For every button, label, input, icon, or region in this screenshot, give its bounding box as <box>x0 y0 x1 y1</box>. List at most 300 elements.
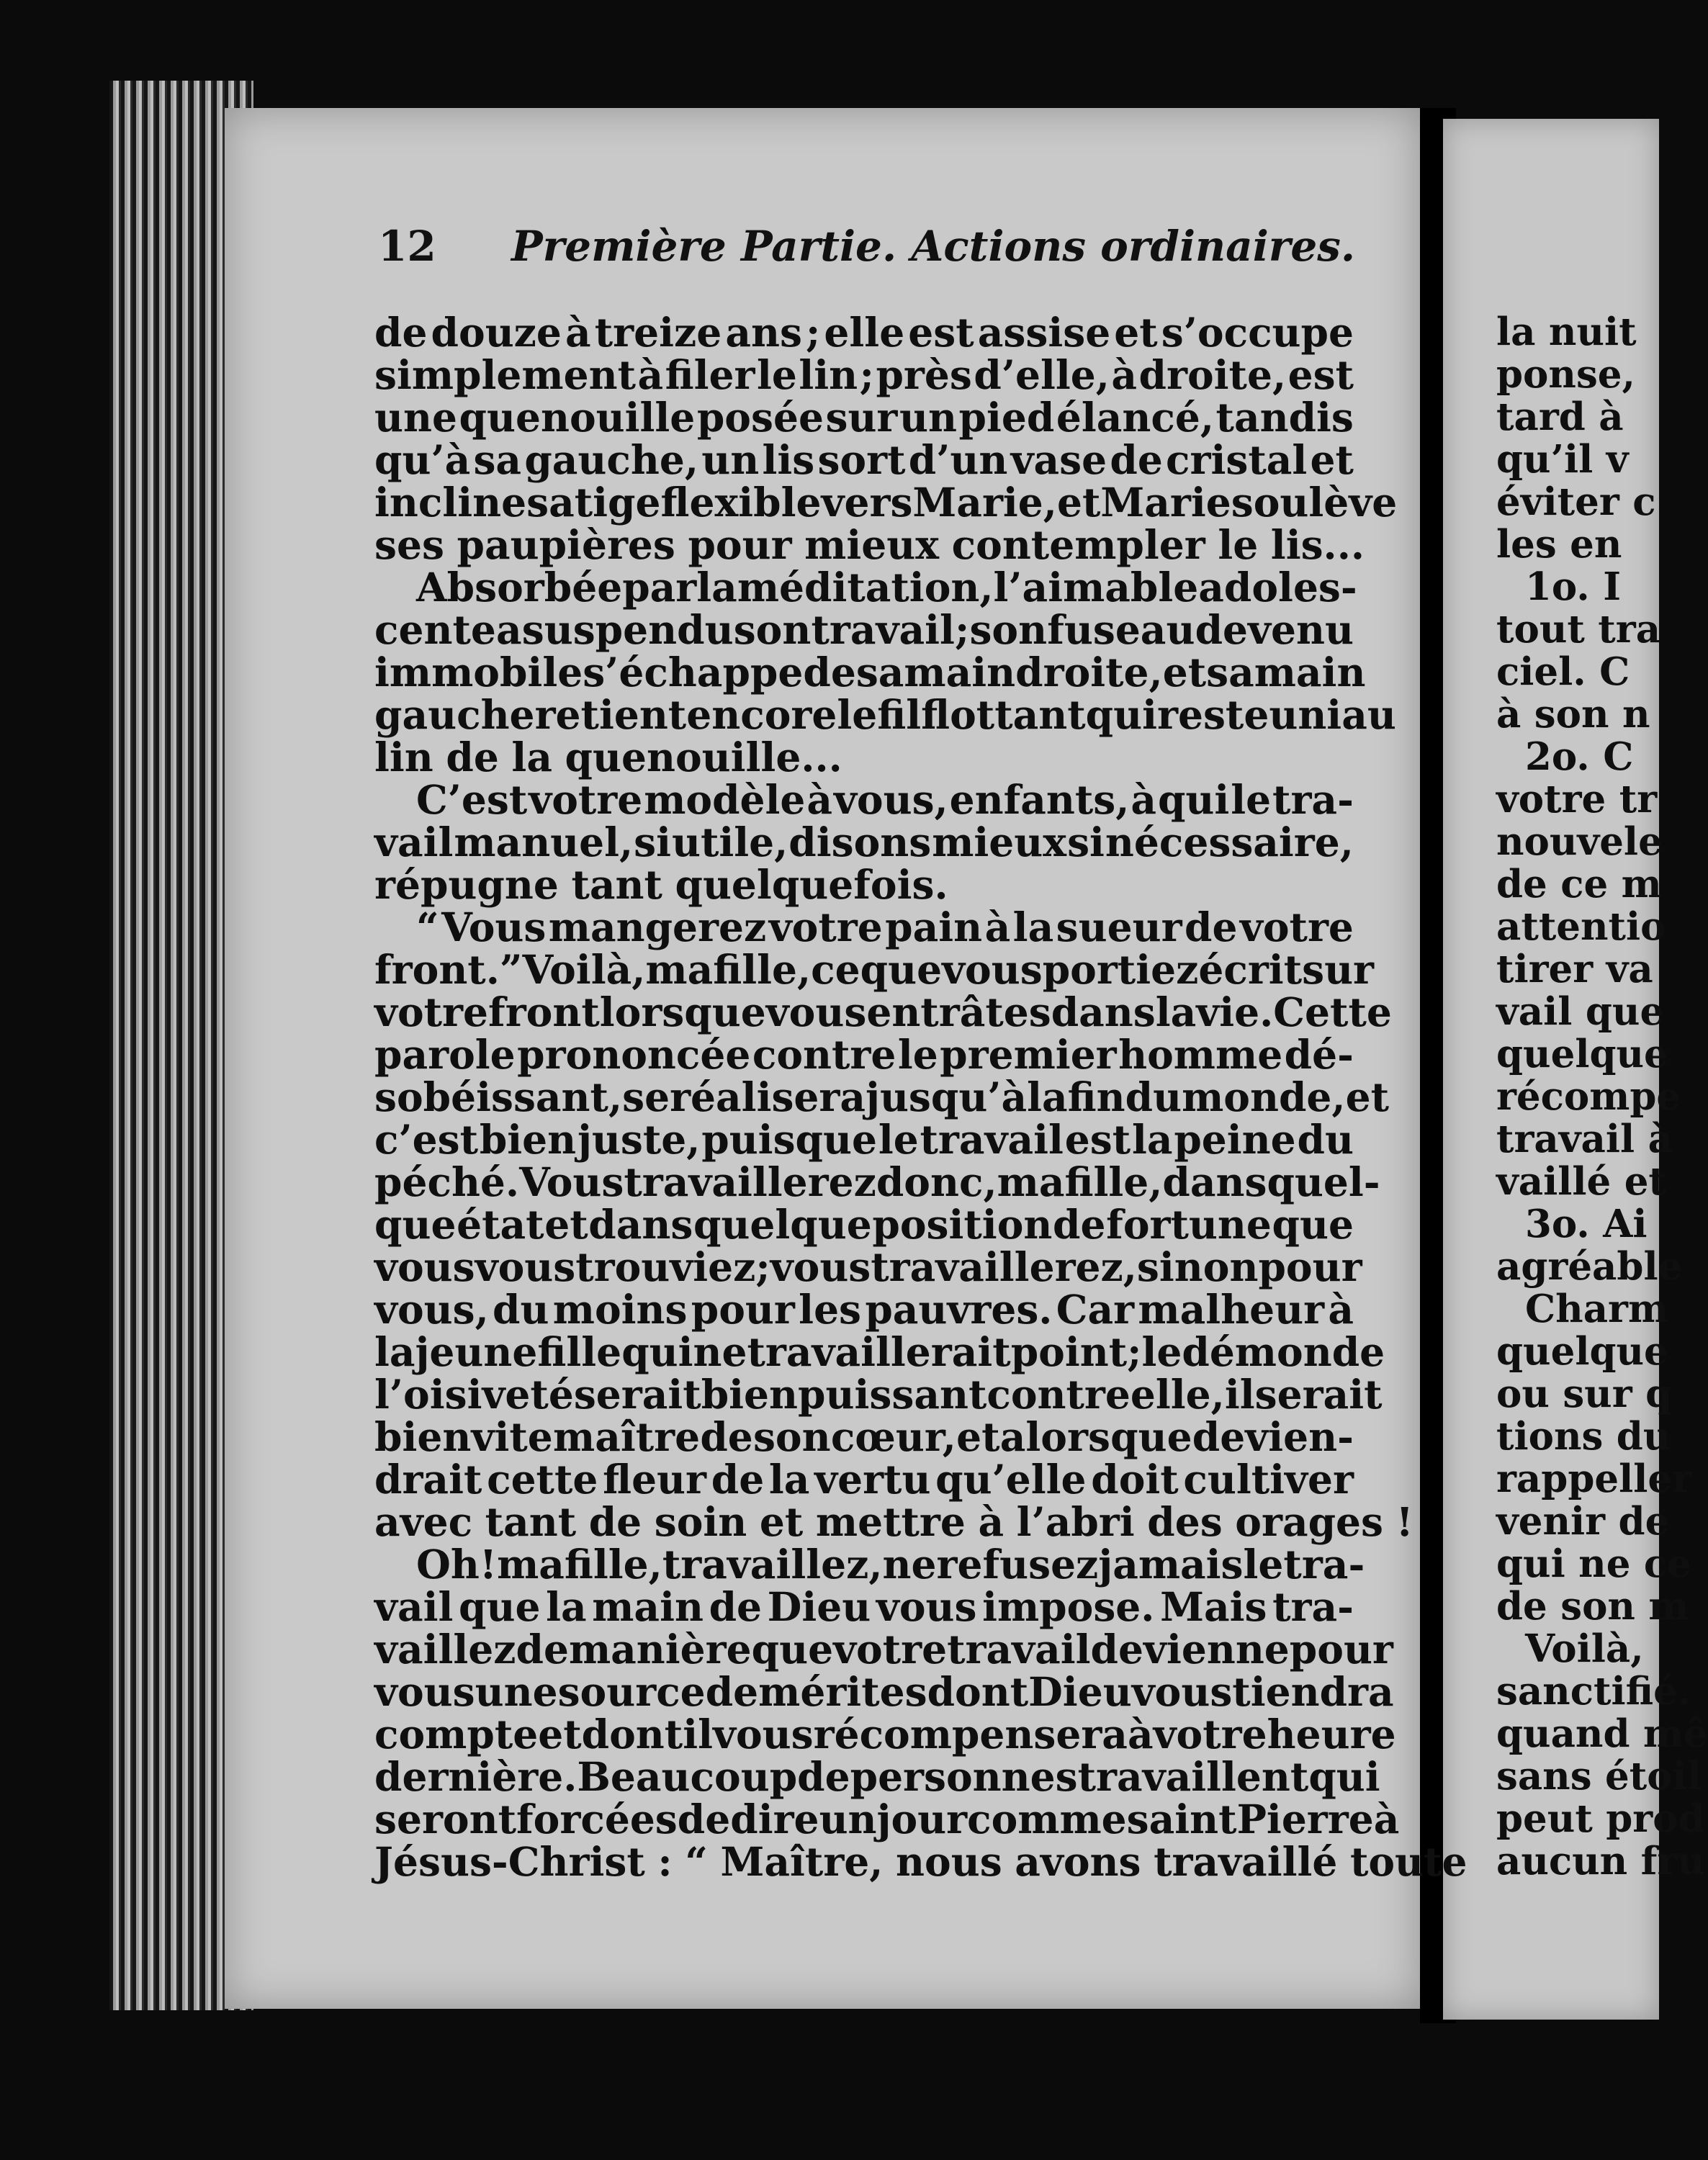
word: de <box>588 1498 642 1545</box>
word: vous <box>712 1711 814 1758</box>
word: que <box>374 1201 457 1248</box>
word: “ <box>416 904 439 950</box>
word: par <box>622 564 697 611</box>
word: ses <box>374 521 444 568</box>
word: Mais <box>1160 1583 1267 1630</box>
word: état <box>457 1201 544 1248</box>
word: vaillez <box>374 1626 516 1673</box>
text-line <box>374 821 1354 863</box>
word: de <box>1331 1328 1385 1375</box>
word: ; <box>955 606 970 653</box>
text-line <box>374 1371 1383 1418</box>
word: position <box>872 1201 1053 1248</box>
word: nécessaire, <box>1105 819 1354 865</box>
word: avons <box>1015 1838 1141 1885</box>
right-page-line: rappeller <box>1496 1457 1693 1501</box>
right-page-line: de ce m <box>1496 862 1662 906</box>
word: qu’à <box>374 436 471 483</box>
text-line <box>374 989 1392 1035</box>
word: seront <box>374 1796 517 1842</box>
word: ce <box>811 946 860 993</box>
word: cœur, <box>830 1413 956 1460</box>
word: tiendra <box>1232 1668 1394 1715</box>
word: Jésus-Christ <box>374 1838 645 1885</box>
word: utile, <box>672 819 788 865</box>
word: main <box>904 649 1016 696</box>
word: jour <box>876 1796 968 1842</box>
word: ! <box>1395 1498 1413 1545</box>
right-page-line: 1o. I <box>1525 564 1621 609</box>
word: flottant <box>921 691 1086 738</box>
text-line <box>374 521 1365 568</box>
word: péché. <box>374 1158 520 1205</box>
right-page-line: récompe <box>1496 1074 1681 1119</box>
word: jeune <box>415 1328 538 1375</box>
word: vous <box>770 1243 871 1290</box>
right-page-line: les en <box>1496 522 1622 567</box>
word: retient <box>534 691 687 738</box>
word: si <box>1067 819 1105 865</box>
word: treize <box>594 309 722 356</box>
word: la <box>1131 1116 1173 1163</box>
word: c’est <box>374 1116 478 1163</box>
word: lorsque <box>599 989 766 1035</box>
word: modèle <box>644 776 806 823</box>
word: travaillé <box>1154 1838 1338 1885</box>
word: portiez <box>1042 946 1199 993</box>
word: son <box>752 1413 831 1460</box>
word: dans <box>1162 1158 1267 1205</box>
word: fuseau <box>1047 606 1195 653</box>
word: travail <box>920 1116 1064 1163</box>
word: travail <box>811 606 955 653</box>
word: pour <box>1289 1626 1393 1673</box>
word: fortune <box>1106 1201 1272 1248</box>
running-title: Première Partie. Actions ordinaires. <box>511 222 1356 271</box>
word: le <box>837 691 878 738</box>
word: d’elle, <box>974 351 1110 398</box>
word: main <box>592 1583 704 1630</box>
word: travaillerait <box>747 1328 1011 1375</box>
word: lis <box>762 436 815 483</box>
word: du <box>1125 1074 1182 1120</box>
word: et <box>1345 1074 1389 1120</box>
word: le <box>756 351 797 398</box>
right-page-line: à son n <box>1496 692 1650 737</box>
word: orages <box>1235 1498 1384 1545</box>
word: devien- <box>1192 1413 1354 1460</box>
right-page-line: ponse, <box>1496 352 1635 397</box>
word: sa <box>526 479 575 526</box>
word: source <box>557 1668 706 1715</box>
word: monde, <box>1182 1074 1346 1120</box>
word: qui <box>1085 691 1157 738</box>
word: compte <box>374 1711 539 1758</box>
word: pour <box>688 521 792 568</box>
word: à <box>637 351 664 398</box>
word: uni <box>1269 691 1342 738</box>
word: le <box>1218 521 1259 568</box>
word: tra- <box>1272 1583 1354 1630</box>
word: bien <box>479 1116 577 1163</box>
word: et <box>538 1711 582 1758</box>
word: refusez <box>936 1541 1099 1588</box>
word: alors <box>999 1413 1110 1460</box>
word: de <box>705 1668 759 1715</box>
word: s’occupe <box>1161 309 1354 356</box>
word: lis... <box>1270 521 1365 568</box>
word: la <box>374 1328 415 1375</box>
word: récompensera <box>813 1711 1128 1758</box>
word: d’un <box>908 436 1008 483</box>
word: mérites <box>758 1668 927 1715</box>
word: adoles- <box>1198 564 1357 611</box>
word: travail <box>947 1626 1091 1673</box>
text-line <box>374 1328 1385 1375</box>
word: comme <box>967 1796 1127 1842</box>
word: incline <box>374 479 527 526</box>
word: maître <box>553 1413 701 1460</box>
word: lin <box>374 734 433 780</box>
right-page-line: agréable <box>1496 1244 1683 1289</box>
word: heure <box>1267 1711 1396 1758</box>
right-page-line: Charm <box>1525 1287 1669 1331</box>
word: travaillerez <box>624 1158 876 1205</box>
word: au <box>1341 691 1396 738</box>
word: assise <box>977 309 1111 356</box>
word: ans <box>725 309 802 356</box>
word: devenu <box>1195 606 1354 653</box>
word: de <box>677 1796 731 1842</box>
word: vail <box>374 1583 454 1630</box>
right-page-line: de son m <box>1496 1584 1689 1629</box>
text-line <box>374 1456 1354 1503</box>
word: forcées <box>516 1796 678 1842</box>
word: tandis <box>1215 394 1354 441</box>
text-line <box>374 946 1375 993</box>
word: serait <box>1254 1371 1383 1418</box>
word: que <box>1110 1413 1192 1460</box>
word: suspendu <box>521 606 734 653</box>
word: C’est <box>416 776 528 823</box>
word: soulève <box>1231 479 1398 526</box>
word: Vous <box>441 904 547 950</box>
word: lin <box>799 351 858 398</box>
word: immobile <box>374 649 583 696</box>
word: disons <box>788 819 932 865</box>
word: serait <box>573 1371 701 1418</box>
word: juste, <box>577 1116 701 1163</box>
word: elle, <box>1130 1371 1225 1418</box>
word: front <box>488 989 600 1035</box>
word: devienne <box>1090 1626 1290 1673</box>
word: démon <box>1182 1328 1332 1375</box>
right-page-line: 2o. C <box>1525 734 1634 779</box>
word: point <box>1010 1328 1128 1375</box>
word: les <box>799 1286 862 1333</box>
word: jusqu’à <box>866 1074 1028 1120</box>
word: pain <box>885 904 983 950</box>
word: fille, <box>1064 1158 1163 1205</box>
word: est <box>1287 351 1354 398</box>
word: a <box>496 606 522 653</box>
text-line <box>374 351 1354 398</box>
word: fille, <box>713 946 812 993</box>
word: qui <box>621 1328 693 1375</box>
word: drait <box>374 1456 482 1503</box>
word: peine <box>1174 1116 1296 1163</box>
word: et <box>1056 479 1101 526</box>
word: ! <box>479 1541 498 1588</box>
word: tant <box>571 861 662 908</box>
word: se <box>622 1074 670 1120</box>
word: Dieu <box>767 1583 871 1630</box>
word: qu’elle <box>935 1456 1087 1503</box>
right-page-line: vaillé et <box>1496 1159 1666 1204</box>
right-page-line: la nuit <box>1496 310 1637 354</box>
word: pauvres. <box>865 1286 1053 1333</box>
text-line <box>374 1796 1400 1842</box>
word: impose. <box>982 1583 1155 1630</box>
text-line <box>374 479 1398 526</box>
word: de <box>709 1583 763 1630</box>
text-line <box>374 1541 1365 1588</box>
text-line <box>374 1711 1396 1758</box>
text-line <box>374 1585 1354 1628</box>
right-page-line: aucun fru <box>1496 1839 1705 1884</box>
word: trouviez <box>575 1243 756 1290</box>
word: son <box>733 606 812 653</box>
word: la <box>511 734 552 780</box>
word: mieux <box>932 819 1067 865</box>
word: de <box>711 1456 765 1503</box>
word: fille, <box>564 1541 662 1588</box>
word: : <box>657 1838 673 1885</box>
word: dont <box>927 1668 1029 1715</box>
word: fil <box>877 691 922 738</box>
word: puissant <box>798 1371 987 1418</box>
word: filer <box>665 351 755 398</box>
word: tra- <box>1272 776 1354 823</box>
word: est <box>908 309 974 356</box>
right-page-line: ciel. C <box>1496 649 1630 694</box>
word: vous <box>374 1243 475 1290</box>
word: vie. <box>1196 989 1274 1035</box>
right-page-line: quelque <box>1496 1329 1668 1374</box>
word: parole <box>374 1031 516 1078</box>
word: méditation, <box>737 564 994 611</box>
word: ma <box>997 1158 1065 1205</box>
word: à <box>806 776 832 823</box>
word: de <box>374 309 428 356</box>
word: cultiver <box>1183 1456 1354 1503</box>
word: et <box>1162 649 1207 696</box>
word: dernière. <box>374 1753 577 1800</box>
word: et <box>759 1498 804 1545</box>
word: cette <box>487 1456 598 1503</box>
word: vous <box>374 1668 475 1715</box>
right-page-line: éviter c <box>1496 480 1656 524</box>
text-line <box>374 438 1354 481</box>
word: puisque <box>701 1116 877 1163</box>
text-line <box>374 1203 1354 1246</box>
word: toute <box>1349 1838 1467 1885</box>
word: fin <box>1067 1074 1125 1120</box>
word: sueur <box>1056 904 1182 950</box>
word: le <box>1141 1328 1182 1375</box>
word: malheur <box>1138 1286 1325 1333</box>
word: vous <box>765 989 867 1035</box>
word: la <box>1012 904 1054 950</box>
word: à <box>1127 1711 1154 1758</box>
word: s’échappe <box>583 649 804 696</box>
word: elle <box>824 309 905 356</box>
word: la <box>696 564 737 611</box>
word: il <box>683 1711 713 1758</box>
text-line <box>374 1626 1393 1673</box>
page-header <box>378 222 1386 279</box>
word: front.” <box>374 946 523 993</box>
word: le <box>878 1116 919 1163</box>
word: nous <box>896 1838 1002 1885</box>
word: main <box>1254 649 1366 696</box>
word: que <box>751 1626 834 1673</box>
right-page-line: ou sur q <box>1496 1372 1673 1416</box>
word: premier <box>940 1031 1117 1078</box>
word: et <box>1310 436 1354 483</box>
word: avec <box>374 1498 473 1545</box>
word: vous <box>876 1583 977 1630</box>
word: à <box>1131 776 1156 823</box>
word: sa <box>473 436 522 483</box>
text-line <box>374 649 1366 696</box>
right-page-line: venir de <box>1496 1499 1670 1544</box>
word: vail <box>374 819 454 865</box>
word: votre <box>768 904 883 950</box>
word: que <box>459 1583 541 1630</box>
word: votre <box>1239 904 1354 950</box>
word: saint <box>1126 1796 1237 1842</box>
word: un <box>819 1796 877 1842</box>
word: le <box>1231 776 1272 823</box>
word: votre <box>374 989 489 1035</box>
word: ma <box>497 1541 565 1588</box>
right-page-line: quand mê <box>1496 1711 1708 1756</box>
word: votre <box>529 776 643 823</box>
word: Marie, <box>912 479 1057 526</box>
word: sur <box>825 394 898 441</box>
word: homme <box>1118 1031 1283 1078</box>
text-line <box>374 1033 1354 1076</box>
word: vous <box>1131 1668 1233 1715</box>
word: du <box>493 1286 549 1333</box>
word: pour <box>1258 1243 1362 1290</box>
word: de <box>446 734 499 780</box>
word: “ <box>685 1838 708 1885</box>
word: et <box>956 1413 1000 1460</box>
word: bien <box>701 1371 799 1418</box>
text-line <box>374 1074 1389 1120</box>
word: simplement <box>374 351 636 398</box>
text-line <box>374 1753 1380 1800</box>
word: le <box>897 1031 938 1078</box>
word: donc, <box>876 1158 997 1205</box>
word: paupières <box>457 521 675 568</box>
word: vous <box>475 1243 576 1290</box>
word: ; <box>806 309 821 356</box>
word: de <box>797 1753 850 1800</box>
word: non <box>1174 1243 1259 1290</box>
text-line <box>374 1243 1362 1290</box>
right-page-line: 3o. Ai <box>1525 1202 1648 1246</box>
text-line <box>374 736 1354 778</box>
word: l’oisiveté <box>374 1371 574 1418</box>
right-page-line: travail à <box>1496 1117 1673 1161</box>
word: pour <box>691 1286 795 1333</box>
word: répugne <box>374 861 559 908</box>
word: vertu <box>814 1456 931 1503</box>
word: personnes <box>850 1753 1078 1800</box>
word: que <box>860 946 943 993</box>
word: tige <box>574 479 661 526</box>
right-page-line: quelque <box>1496 1032 1668 1076</box>
word: sa <box>1206 649 1254 696</box>
word: quenouille <box>459 394 696 441</box>
word: la <box>768 1456 810 1503</box>
page-number: 12 <box>378 222 436 271</box>
word: l’aimable <box>993 564 1199 611</box>
word: dire <box>730 1796 819 1842</box>
word: l’abri <box>1016 1498 1135 1545</box>
text-line <box>374 863 1354 906</box>
word: quelquefois. <box>675 861 948 908</box>
word: de <box>700 1413 753 1460</box>
text-line <box>374 906 1354 948</box>
word: travaillerez, <box>871 1243 1137 1290</box>
word: prononcée <box>517 1031 751 1078</box>
word: des <box>1147 1498 1223 1545</box>
word: contempler <box>951 521 1205 568</box>
text-line <box>374 1118 1354 1161</box>
word: Car <box>1056 1286 1135 1333</box>
word: ; <box>1127 1328 1142 1375</box>
word: à <box>565 309 591 356</box>
word: élancé, <box>1056 394 1214 441</box>
word: entrâtes <box>866 989 1051 1035</box>
word: Vous <box>519 1158 624 1205</box>
text-line <box>374 1413 1354 1460</box>
word: un <box>899 394 957 441</box>
word: sobéissant, <box>374 1074 623 1120</box>
word: de <box>1185 904 1238 950</box>
word: quelque <box>693 1201 872 1248</box>
right-page-line: tirer va <box>1496 947 1653 991</box>
text-line <box>374 778 1354 821</box>
word: si <box>1136 1243 1174 1290</box>
right-page-line: votre tr <box>1496 777 1658 822</box>
word: droite, <box>1138 351 1287 398</box>
word: Oh <box>416 1541 480 1588</box>
word: soin <box>654 1498 747 1545</box>
word: à <box>1328 1286 1354 1333</box>
word: cristal <box>1166 436 1308 483</box>
word: doit <box>1091 1456 1179 1503</box>
word: sa <box>855 649 904 696</box>
right-page-line: tard à <box>1496 395 1624 439</box>
word: vous, <box>374 1286 489 1333</box>
word: si <box>634 819 672 865</box>
word: de <box>803 649 856 696</box>
